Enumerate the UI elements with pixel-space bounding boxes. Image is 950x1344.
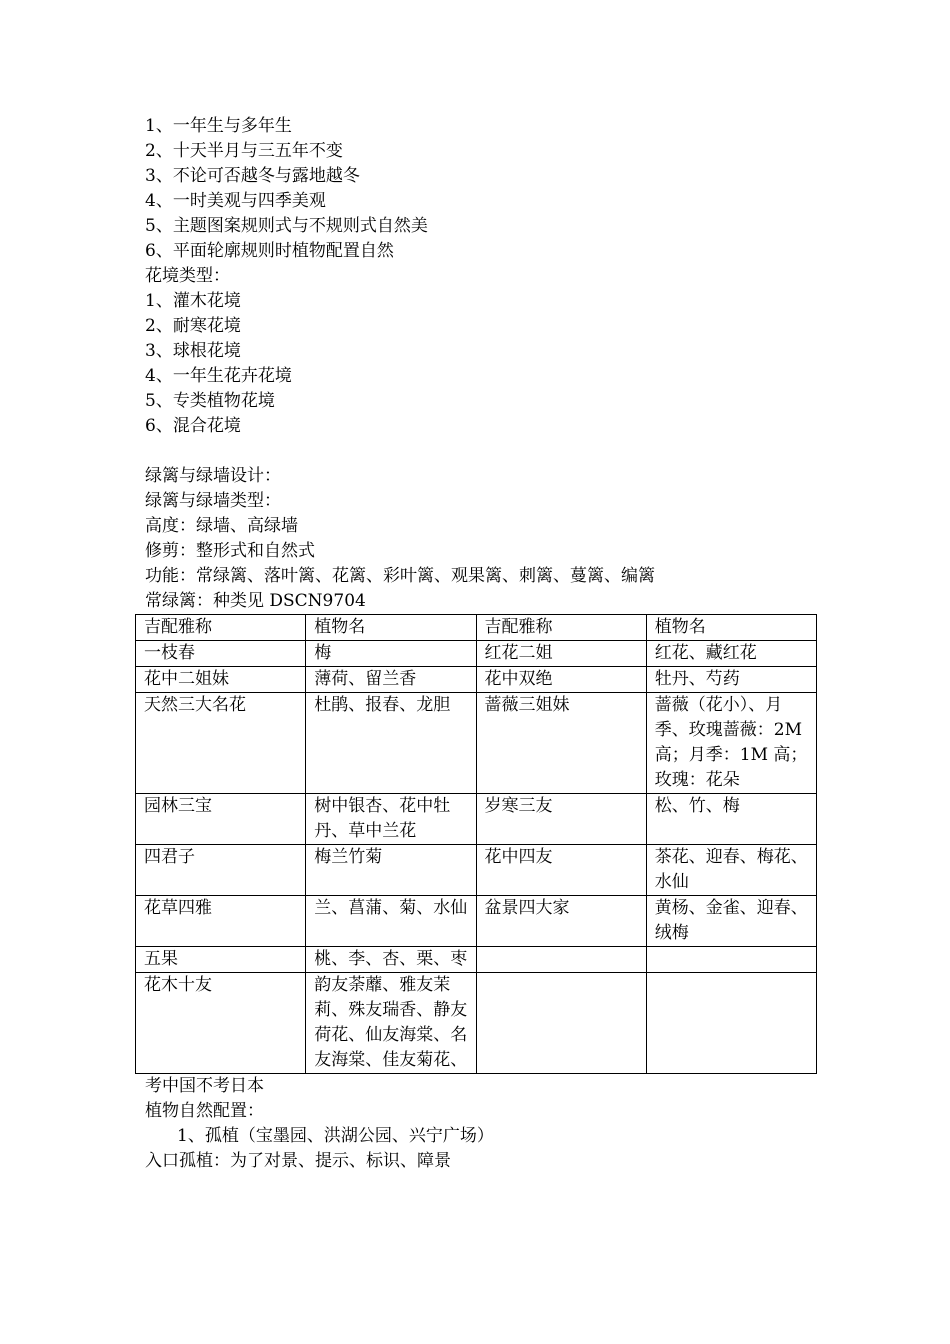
table-cell: 松、竹、梅 bbox=[646, 794, 816, 845]
table-header-row bbox=[136, 615, 817, 641]
table-row bbox=[136, 641, 817, 667]
hedge-pruning: 修剪：整形式和自然式 bbox=[145, 541, 315, 561]
table-cell: 一枝春 bbox=[136, 641, 306, 667]
document-page bbox=[145, 114, 825, 1174]
border-type-6: 6、混合花境 bbox=[145, 416, 241, 436]
border-type-5: 5、专类植物花境 bbox=[145, 391, 275, 411]
table-cell: 茶花、迎春、梅花、水仙 bbox=[646, 845, 816, 896]
table-row bbox=[136, 794, 817, 845]
table-row bbox=[136, 973, 817, 1074]
intro-line-6: 6、平面轮廓规则时植物配置自然 bbox=[145, 241, 394, 261]
hedge-evergreen: 常绿篱：种类见 DSCN9704 bbox=[145, 591, 366, 611]
table-row bbox=[136, 693, 817, 794]
plant-pairing-table bbox=[135, 614, 817, 1074]
table-cell: 花木十友 bbox=[136, 973, 306, 1074]
footer-note: 考中国不考日本 bbox=[145, 1076, 264, 1096]
blank-line bbox=[145, 439, 825, 464]
table-cell: 梅 bbox=[306, 641, 476, 667]
table-cell: 盆景四大家 bbox=[476, 896, 646, 947]
intro-line-4: 4、一时美观与四季美观 bbox=[145, 191, 326, 211]
intro-line-5: 5、主题图案规则式与不规则式自然美 bbox=[145, 216, 428, 236]
table-row bbox=[136, 845, 817, 896]
table-header-cell: 植物名 bbox=[306, 615, 476, 641]
natural-config-heading: 植物自然配置： bbox=[145, 1101, 264, 1121]
border-type-4: 4、一年生花卉花境 bbox=[145, 366, 292, 386]
table-cell: 薄荷、留兰香 bbox=[306, 667, 476, 693]
table-cell: 天然三大名花 bbox=[136, 693, 306, 794]
table-cell: 蔷薇（花小）、月季、玫瑰蔷薇：2M 高；月季：1M 高；玫瑰：花朵 bbox=[646, 693, 816, 794]
table-row bbox=[136, 667, 817, 693]
table-cell: 牡丹、芍药 bbox=[646, 667, 816, 693]
hedge-height: 高度：绿墙、高绿墙 bbox=[145, 516, 298, 536]
table-cell: 蔷薇三姐妹 bbox=[476, 693, 646, 794]
table-cell: 花中四友 bbox=[476, 845, 646, 896]
table-cell bbox=[646, 973, 816, 1074]
table-row bbox=[136, 896, 817, 947]
intro-line-3: 3、不论可否越冬与露地越冬 bbox=[145, 166, 360, 186]
intro-line-2: 2、十天半月与三五年不变 bbox=[145, 141, 343, 161]
table-cell: 桃、李、杏、栗、枣 bbox=[306, 947, 476, 973]
hedge-types: 绿篱与绿墙类型： bbox=[145, 491, 281, 511]
table-cell: 岁寒三友 bbox=[476, 794, 646, 845]
table-header-cell: 吉配雅称 bbox=[476, 615, 646, 641]
table-cell: 黄杨、金雀、迎春、绒梅 bbox=[646, 896, 816, 947]
table-cell: 花中双绝 bbox=[476, 667, 646, 693]
table-cell bbox=[646, 947, 816, 973]
table-cell: 花中二姐妹 bbox=[136, 667, 306, 693]
border-type-1: 1、灌木花境 bbox=[145, 291, 241, 311]
table-cell: 梅兰竹菊 bbox=[306, 845, 476, 896]
border-types-heading: 花境类型： bbox=[145, 266, 230, 286]
border-type-3: 3、球根花境 bbox=[145, 341, 241, 361]
table-header-cell: 吉配雅称 bbox=[136, 615, 306, 641]
solitary-planting-line: 1、孤植（宝墨园、洪湖公园、兴宁广场） bbox=[177, 1126, 494, 1146]
table-cell: 红花二姐 bbox=[476, 641, 646, 667]
table-cell: 五果 bbox=[136, 947, 306, 973]
table-cell: 园林三宝 bbox=[136, 794, 306, 845]
border-type-2: 2、耐寒花境 bbox=[145, 316, 241, 336]
table-cell bbox=[476, 947, 646, 973]
table-header-cell: 植物名 bbox=[646, 615, 816, 641]
table-cell: 四君子 bbox=[136, 845, 306, 896]
table-cell: 花草四雅 bbox=[136, 896, 306, 947]
hedge-title: 绿篱与绿墙设计： bbox=[145, 466, 281, 486]
table-cell bbox=[476, 973, 646, 1074]
table-cell: 杜鹃、报春、龙胆 bbox=[306, 693, 476, 794]
intro-line-1: 1、一年生与多年生 bbox=[145, 116, 292, 136]
table-cell: 树中银杏、花中牡丹、草中兰花 bbox=[306, 794, 476, 845]
table-cell: 红花、藏红花 bbox=[646, 641, 816, 667]
table-row bbox=[136, 947, 817, 973]
hedge-function: 功能：常绿篱、落叶篱、花篱、彩叶篱、观果篱、刺篱、蔓篱、编篱 bbox=[145, 566, 655, 586]
table-cell: 韵友荼蘼、雅友茉莉、殊友瑞香、静友荷花、仙友海棠、名友海棠、佳友菊花、 bbox=[306, 973, 476, 1074]
entrance-planting-line: 入口孤植：为了对景、提示、标识、障景 bbox=[145, 1151, 451, 1171]
table-cell: 兰、菖蒲、菊、水仙 bbox=[306, 896, 476, 947]
